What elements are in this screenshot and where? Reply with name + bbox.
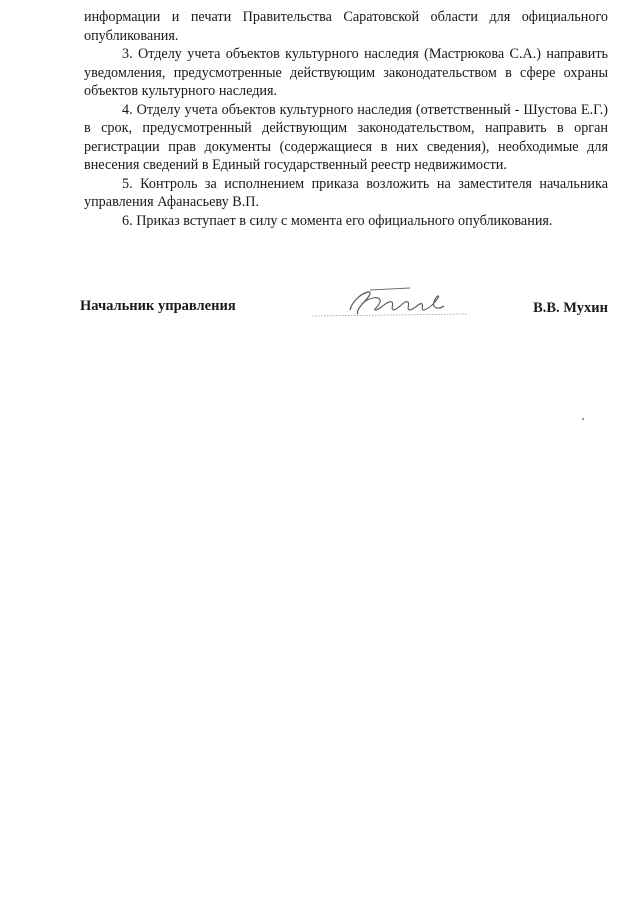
signature-block: [80, 290, 610, 330]
paragraph-item-5: 5. Контроль за исполнением приказа возложить на заместителя начальника управления Афанасьеву В.П.: [84, 175, 608, 210]
signatory-title: Начальник управления: [80, 298, 236, 314]
document-body: [84, 8, 608, 230]
signatory-name: В.В. Мухин: [533, 300, 608, 316]
paragraph-item-3: 3. Отделу учета объектов культурного наследия (Мастрюкова С.А.) направить уведомления, предусмотренные действующим законодательством в сфере охраны объектов культурного наследия.: [84, 46, 608, 99]
scan-speck: [582, 418, 584, 420]
paragraph-item-4: 4. Отделу учета объектов культурного наследия (ответственный - Шустова Е.Г.) в срок, предусмотренный действующим законодательством, направить в орган регистрации прав документы (содержащиеся в них сведения), необходимые для внесения сведений в Единый государственный реестр недвижимости.: [84, 101, 608, 173]
paragraph-continuation: информации и печати Правительства Саратовской области для официального опубликования.: [84, 9, 608, 44]
paragraph-item-6: 6. Приказ вступает в силу с момента его официального опубликования.: [122, 212, 553, 229]
handwritten-signature: [310, 284, 470, 324]
